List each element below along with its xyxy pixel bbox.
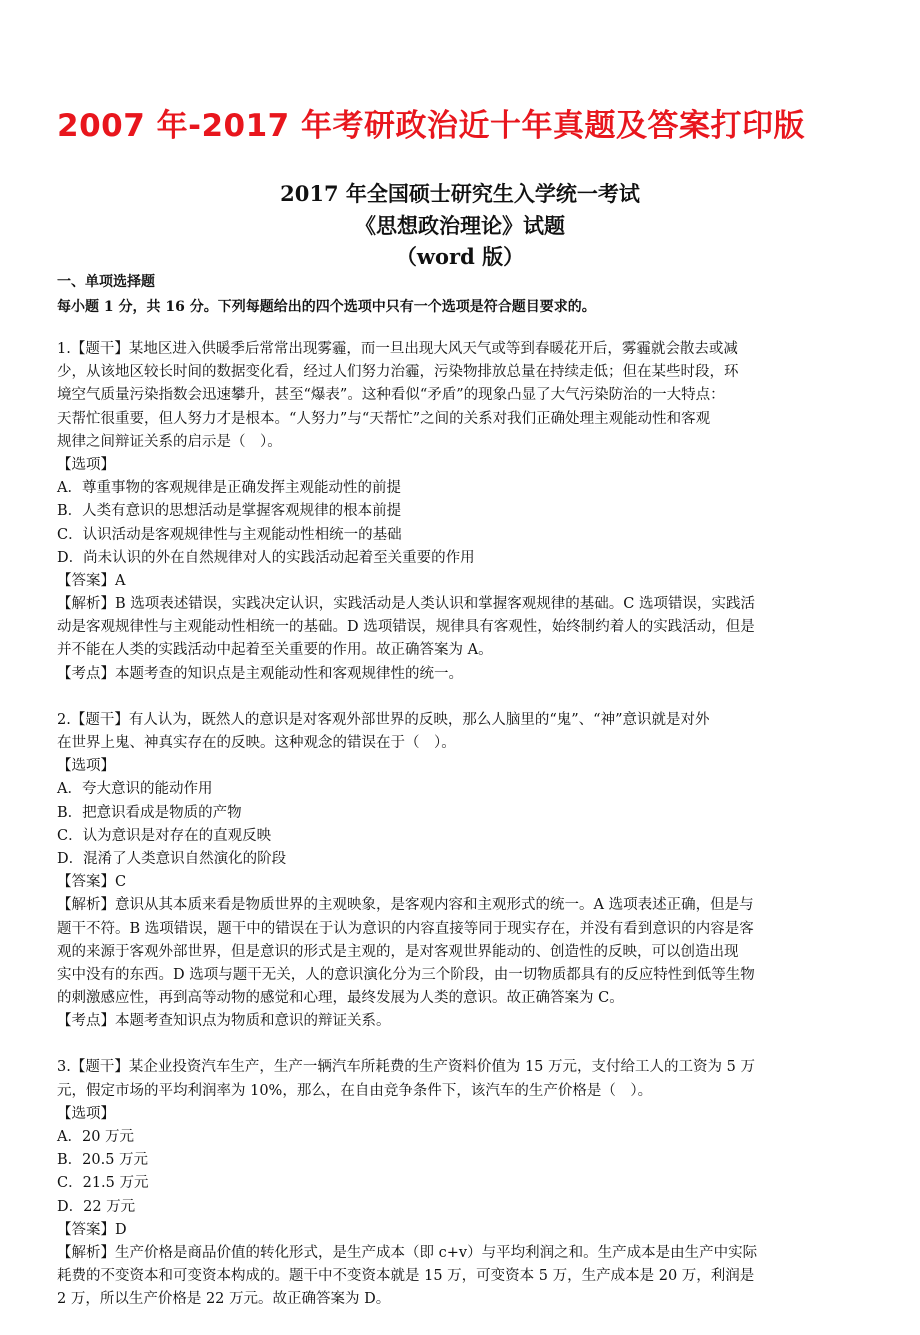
option-c: C．21.5 万元 — [57, 1175, 149, 1192]
analysis-line: 观的来源于客观外部世界，但是意识的形式是主观的，是对客观世界能动的、创造性的反映，可以创造出现 — [57, 943, 739, 960]
question-block — [57, 709, 867, 1034]
question-stem-line: 元，假定市场的平均利润率为 10%，那么，在自由竞争条件下，该汽车的生产价格是（ ）。 — [57, 1082, 653, 1099]
exam-title: 2017 年全国硕士研究生入学统一考试 — [280, 181, 640, 206]
analysis-line: 的刺激感应性，再到高等动物的感觉和心理，最终发展为人类的意识。故正确答案为 C。 — [57, 990, 624, 1007]
questions-body — [57, 338, 867, 1335]
option-b: B．人类有意识的思想活动是掌握客观规律的根本前提 — [57, 503, 402, 520]
option-a: A．夸大意识的能动作用 — [57, 781, 213, 798]
question-stem-line: 1.【题干】某地区进入供暖季后常常出现雾霾，而一旦出现大风天气或等到春暖花开后，雾霾就会散去或减 — [57, 341, 738, 357]
option-c: C．认为意识是对存在的直观反映 — [57, 827, 272, 844]
question-stem-line: 规律之间辩证关系的启示是（ ）。 — [57, 433, 282, 450]
analysis-line: 动是客观规律性与主观能动性相统一的基础。D 选项错误，规律具有客观性，始终制约着人的实践活动，但是 — [57, 619, 755, 636]
key-point-line: 【考点】本题考查知识点为物质和意识的辩证关系。 — [57, 1013, 391, 1030]
exam-version-label: （word 版） — [395, 244, 525, 269]
options-label: 【选项】 — [57, 758, 115, 775]
option-d: D．22 万元 — [57, 1198, 136, 1215]
question-stem-line: 天帮忙很重要，但人努力才是根本。“人努力”与“天帮忙”之间的关系对我们正确处理主观能动性和客观 — [57, 410, 711, 427]
option-a: A．20 万元 — [57, 1129, 135, 1145]
analysis-line: 题干不符。B 选项错误，题干中的错误在于认为意识的内容直接等同于现实存在，并没有看到意识的内容是客 — [57, 920, 754, 937]
option-d: D．尚未认识的外在自然规律对人的实践活动起着至关重要的作用 — [57, 549, 475, 566]
exam-subject-title: 《思想政治理论》试题 — [355, 213, 565, 238]
section-heading: 一、单项选择题 — [57, 274, 155, 290]
analysis-line: 【解析】意识从其本质来看是物质世界的主观映象，是客观内容和主观形式的统一。A 选项表述正确，但是与 — [57, 897, 754, 914]
question-stem-line: 少，从该地区较长时间的数据变化看，经过人们努力治霾，污染物排放总量在持续走低；但在某些时段，环 — [57, 364, 739, 381]
analysis-line: 【解析】生产价格是商品价值的转化形式，是生产成本（即 c+v）与平均利润之和。生产成本是由生产中实际 — [57, 1244, 758, 1261]
key-point-line: 【考点】本题考查的知识点是主观能动性和客观规律性的统一。 — [57, 665, 463, 682]
options-label: 【选项】 — [57, 456, 115, 473]
question-block — [57, 1056, 867, 1311]
section-instruction: 每小题 1 分，共 16 分。下列每题给出的四个选项中只有一个选项是符合题目要求的。 — [57, 299, 596, 315]
question-stem-line: 在世界上鬼、神真实存在的反映。这种观念的错误在于（ ）。 — [57, 735, 456, 751]
analysis-line: 实中没有的东西。D 选项与题干无关，人的意识演化分为三个阶段，由一切物质都具有的反应特性到低等生物 — [57, 966, 755, 983]
document-title: 2007 年-2017 年考研政治近十年真题及答案打印版 — [57, 108, 806, 144]
answer-line: 【答案】C — [57, 874, 127, 891]
option-c: C．认识活动是客观规律性与主观能动性相统一的基础 — [57, 526, 402, 543]
analysis-line: 2 万，所以生产价格是 22 万元。故正确答案为 D。 — [57, 1291, 391, 1308]
option-b: B．把意识看成是物质的产物 — [57, 804, 242, 821]
question-stem-line: 境空气质量污染指数会迅速攀升，甚至“爆表”。这种看似“矛盾”的现象凸显了大气污染防治的一大特点： — [57, 387, 725, 404]
answer-line: 【答案】A — [57, 572, 126, 589]
analysis-line: 【解析】B 选项表述错误，实践决定认识，实践活动是人类认识和掌握客观规律的基础。C 选项错误，实践活 — [57, 596, 755, 613]
answer-line: 【答案】D — [57, 1221, 127, 1238]
analysis-line: 并不能在人类的实践活动中起着至关重要的作用。故正确答案为 A。 — [57, 642, 493, 659]
option-d: D．混淆了人类意识自然演化的阶段 — [57, 850, 287, 867]
question-block — [57, 338, 867, 686]
option-b: B．20.5 万元 — [57, 1152, 149, 1169]
option-a: A．尊重事物的客观规律是正确发挥主观能动性的前提 — [57, 480, 401, 497]
question-stem-line: 3.【题干】某企业投资汽车生产，生产一辆汽车所耗费的生产资料价值为 15 万元，支付给工人的工资为 5 万 — [57, 1059, 755, 1076]
analysis-line: 耗费的不变资本和可变资本构成的。题干中不变资本就是 15 万，可变资本 5 万，生产成本是 20 万，利润是 — [57, 1268, 755, 1285]
question-stem-line: 2.【题干】有人认为，既然人的意识是对客观外部世界的反映，那么人脑里的“鬼”、“神”意识就是对外 — [57, 711, 710, 728]
options-label: 【选项】 — [57, 1105, 115, 1122]
